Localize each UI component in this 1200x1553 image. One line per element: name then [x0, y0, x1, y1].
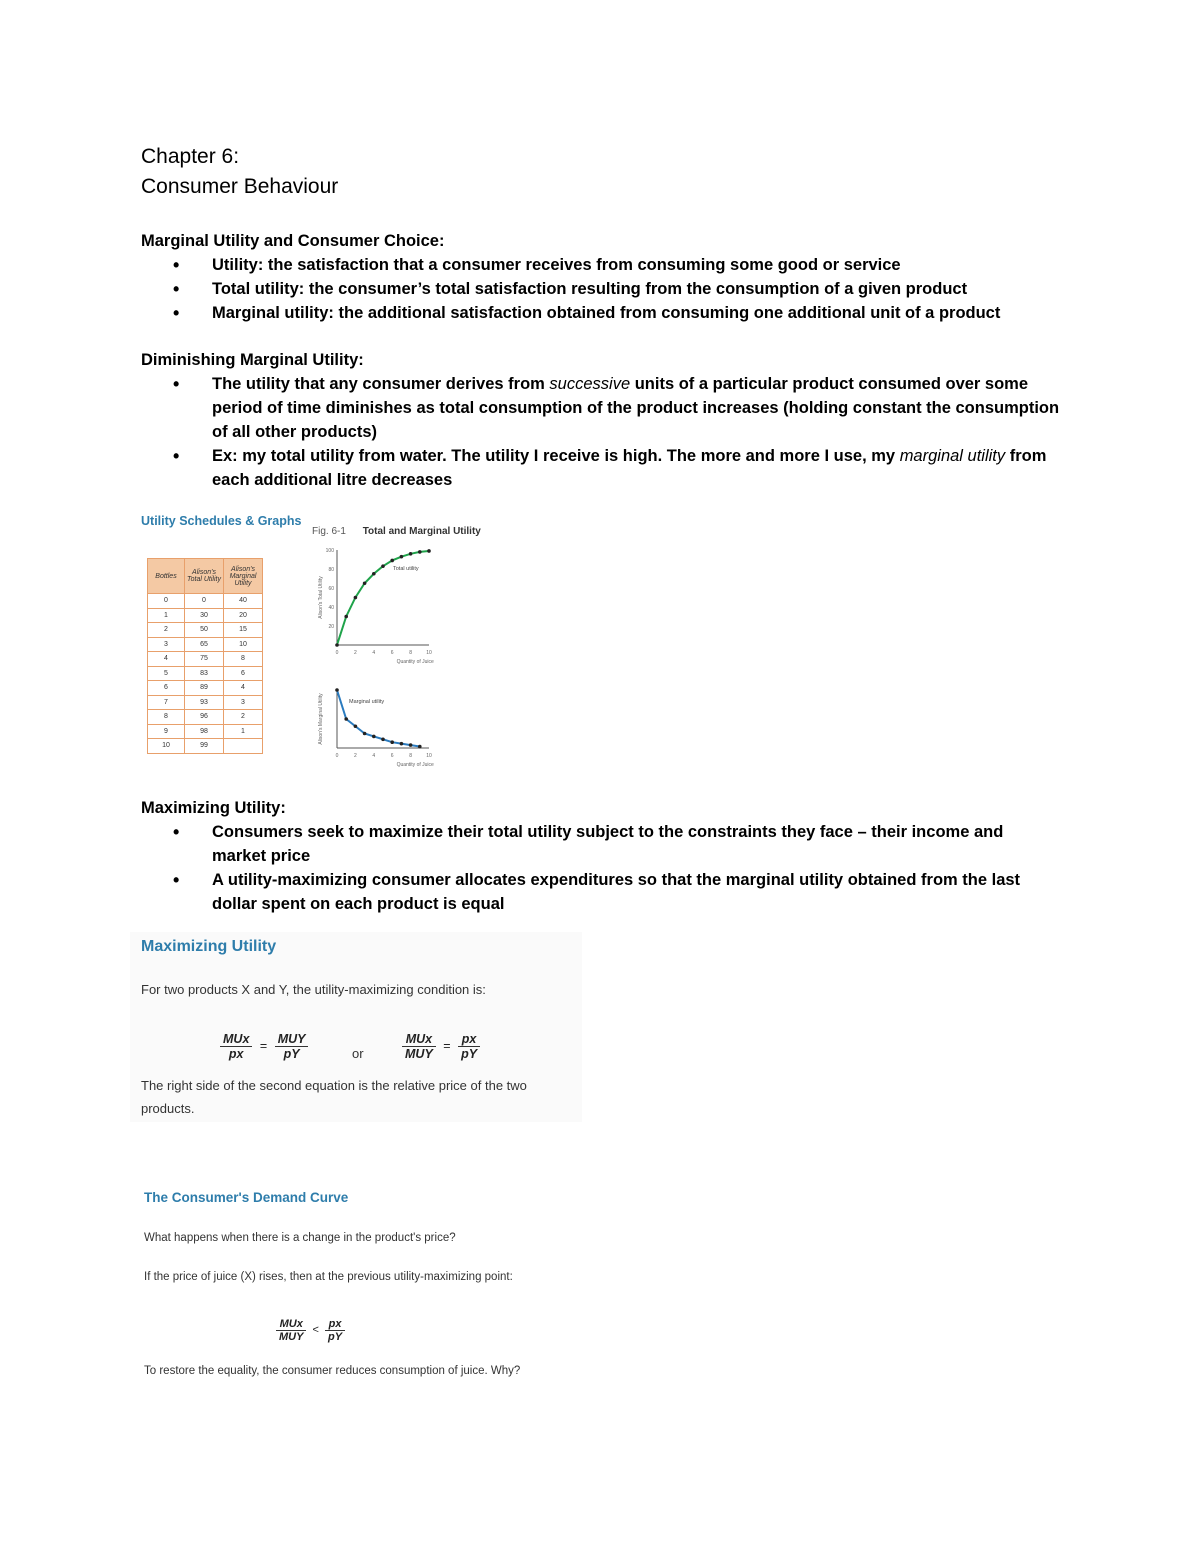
table-row: [148, 681, 263, 696]
utility-equation-2: [402, 1032, 480, 1061]
table-cell: 3: [148, 637, 185, 652]
slide-title: Maximizing Utility: [141, 938, 277, 955]
fraction: [220, 1032, 252, 1061]
text: The utility that any consumer derives from: [212, 375, 550, 393]
data-point: [400, 742, 404, 746]
emphasis: successive: [549, 375, 631, 393]
table-cell: 8: [224, 652, 263, 667]
table-cell: 98: [185, 724, 224, 739]
data-point: [418, 550, 422, 554]
y-tick-label: 100: [325, 548, 334, 554]
table-cell: 8: [148, 710, 185, 725]
data-point: [354, 724, 358, 728]
fig-number: Fig. 6-1: [312, 526, 346, 537]
table-cell: 4: [224, 681, 263, 696]
data-point: [372, 735, 376, 739]
text: Ex: my total utility from water. The utility I receive is high. The more and more I use, my: [212, 447, 900, 465]
series-label: Total utility: [393, 566, 419, 572]
figure-label: [312, 526, 481, 537]
x-tick-label: 4: [372, 753, 376, 759]
bullet-list: [141, 372, 1061, 492]
figure-caption: Utility Schedules & Graphs: [141, 514, 302, 528]
section-heading: Diminishing Marginal Utility:: [141, 351, 364, 369]
x-axis-label: Quantity of Juice: [396, 659, 434, 665]
x-tick-label: 8: [409, 650, 412, 656]
x-tick-label: 0: [335, 753, 339, 759]
y-tick-label: 60: [328, 586, 334, 592]
table-cell: 10: [224, 637, 263, 652]
denominator: MUY: [405, 1047, 433, 1061]
numerator: MUY: [275, 1032, 309, 1047]
text: from each additional litre decreases: [212, 447, 1047, 489]
data-point: [390, 559, 394, 563]
y-tick-label: 80: [328, 567, 334, 573]
table-cell: 93: [185, 695, 224, 710]
bullet-item: • Consumers seek to maximize their total utility subject to the constraints they face – their income and market price: [141, 820, 1061, 868]
price-inequality: [276, 1318, 345, 1343]
table-row: [148, 652, 263, 667]
bullet-item: • Utility: the satisfaction that a consumer receives from consuming some good or service: [141, 253, 1061, 277]
bullet-item: [141, 444, 1061, 492]
y-tick-label: 20: [328, 624, 334, 630]
data-point: [363, 581, 367, 585]
table-cell: 6: [148, 681, 185, 696]
or-label: or: [352, 1046, 364, 1061]
table-cell: 9: [148, 724, 185, 739]
chapter-name: Consumer Behaviour: [141, 175, 339, 198]
fig-title: Total and Marginal Utility: [362, 526, 481, 537]
table-cell: 65: [185, 637, 224, 652]
table-cell: 83: [185, 666, 224, 681]
chapter-number: Chapter 6:: [141, 145, 240, 168]
x-axis-label: Quantity of Juice: [396, 762, 434, 768]
denominator: px: [228, 1047, 244, 1061]
data-point: [372, 572, 376, 576]
table-row: [148, 666, 263, 681]
x-tick-label: 6: [390, 650, 394, 656]
x-tick-label: 6: [390, 753, 394, 759]
fraction: [458, 1032, 480, 1061]
utility-charts: [305, 540, 485, 770]
table-cell: 30: [185, 608, 224, 623]
numerator: px: [325, 1318, 345, 1331]
table-cell: 1: [224, 724, 263, 739]
fraction: [325, 1318, 345, 1343]
table-cell: 99: [185, 739, 224, 754]
section-marginal-utility: [141, 229, 1061, 325]
total-utility-chart: [318, 548, 434, 665]
table-cell: 5: [148, 666, 185, 681]
table-row: [148, 594, 263, 609]
section-maximizing-utility: [141, 796, 1061, 916]
fraction: [402, 1032, 436, 1061]
table-cell: 0: [148, 594, 185, 609]
table-cell: 6: [224, 666, 263, 681]
numerator: MUx: [220, 1032, 252, 1047]
data-point: [400, 555, 404, 559]
chapter-title: [141, 142, 338, 202]
fraction: [275, 1032, 309, 1061]
x-tick-label: 2: [354, 650, 357, 656]
table-cell: 96: [185, 710, 224, 725]
table-header: Alison's Marginal Utility: [224, 559, 263, 594]
slide-title: The Consumer's Demand Curve: [144, 1190, 349, 1205]
table-cell: 7: [148, 695, 185, 710]
marginal-utility-chart: [318, 688, 434, 768]
data-point: [344, 615, 348, 619]
less-than-sign: <: [312, 1324, 319, 1337]
bullet-item: • A utility-maximizing consumer allocates expenditures so that the marginal utility obtained from the last dollar spent on each product is equal: [141, 868, 1061, 916]
table-row: [148, 710, 263, 725]
series-label: Marginal utility: [349, 699, 385, 705]
bullet-list: [141, 253, 1061, 325]
section-heading: Maximizing Utility:: [141, 799, 286, 817]
data-point: [390, 740, 394, 744]
table-header: Alison's Total Utility: [185, 559, 224, 594]
equals-sign: =: [259, 1038, 268, 1053]
table-row: [148, 724, 263, 739]
slide-text: To restore the equality, the consumer reduces consumption of juice. Why?: [144, 1365, 521, 1377]
x-tick-label: 10: [426, 650, 432, 656]
data-point: [354, 596, 358, 600]
y-tick-label: 40: [328, 605, 334, 611]
x-tick-label: 8: [409, 753, 412, 759]
bullet-item: • Total utility: the consumer’s total satisfaction resulting from the consumption of a given product: [141, 277, 1061, 301]
bullet-item: • Marginal utility: the additional satisfaction obtained from consuming one additional unit of a product: [141, 301, 1061, 325]
denominator: pY: [283, 1047, 300, 1061]
x-tick-label: 2: [354, 753, 357, 759]
data-point: [381, 738, 385, 742]
maximizing-utility-slide: [130, 932, 582, 1122]
data-point: [409, 552, 413, 556]
numerator: px: [458, 1032, 480, 1047]
data-point: [381, 564, 385, 568]
table-row: [148, 637, 263, 652]
y-axis-label: Alison's Total Utility: [318, 576, 324, 619]
table-cell: 40: [224, 594, 263, 609]
data-point: [427, 549, 431, 553]
utility-schedule-table-wrap: [147, 558, 263, 754]
table-cell: 75: [185, 652, 224, 667]
table-cell: 15: [224, 623, 263, 638]
slide-text: What happens when there is a change in the product's price?: [144, 1232, 456, 1244]
table-cell: 50: [185, 623, 224, 638]
table-cell: 1: [148, 608, 185, 623]
table-row: [148, 739, 263, 754]
numerator: MUx: [402, 1032, 436, 1047]
denominator: pY: [461, 1047, 478, 1061]
slide-text: The right side of the second equation is the relative price of the two products.: [141, 1078, 527, 1116]
table-row: [148, 608, 263, 623]
slide-text: For two products X and Y, the utility-maximizing condition is:: [141, 982, 486, 997]
data-point: [363, 732, 367, 736]
demand-curve-slide: [144, 1190, 534, 1420]
section-heading: Marginal Utility and Consumer Choice:: [141, 232, 445, 250]
x-tick-label: 0: [335, 650, 339, 656]
table-header: Bottles: [148, 559, 185, 594]
utility-equation-1: [220, 1032, 308, 1061]
section-diminishing-mu: [141, 348, 1061, 492]
y-axis-label: Alison's Marginal Utility: [318, 693, 324, 745]
x-tick-label: 10: [426, 753, 432, 759]
data-point: [418, 745, 422, 749]
data-point: [335, 688, 339, 692]
emphasis: marginal utility: [899, 447, 1006, 465]
data-point: [409, 743, 413, 747]
equals-sign: =: [443, 1038, 451, 1053]
table-cell: 3: [224, 695, 263, 710]
utility-schedule-table: [147, 558, 263, 754]
table-cell: 2: [224, 710, 263, 725]
bullet-list: [141, 820, 1061, 916]
table-cell: 4: [148, 652, 185, 667]
text: units of a particular product consumed over some period of time diminishes as total consumption of the product increases (holding constant the consumption of all other products): [212, 375, 1060, 441]
table-row: [148, 695, 263, 710]
table-cell: 10: [148, 739, 185, 754]
fraction: [276, 1318, 306, 1343]
table-cell: [224, 739, 263, 754]
denominator: pY: [328, 1331, 343, 1343]
numerator: MUx: [276, 1318, 306, 1331]
bullet-item: [141, 372, 1061, 444]
table-cell: 2: [148, 623, 185, 638]
table-row: [148, 623, 263, 638]
denominator: MUY: [279, 1331, 304, 1343]
x-tick-label: 4: [372, 650, 376, 656]
table-cell: 20: [224, 608, 263, 623]
table-cell: 89: [185, 681, 224, 696]
data-point: [335, 643, 339, 647]
data-point: [344, 717, 348, 721]
slide-text: If the price of juice (X) rises, then at the previous utility-maximizing point:: [144, 1271, 513, 1283]
table-cell: 0: [185, 594, 224, 609]
